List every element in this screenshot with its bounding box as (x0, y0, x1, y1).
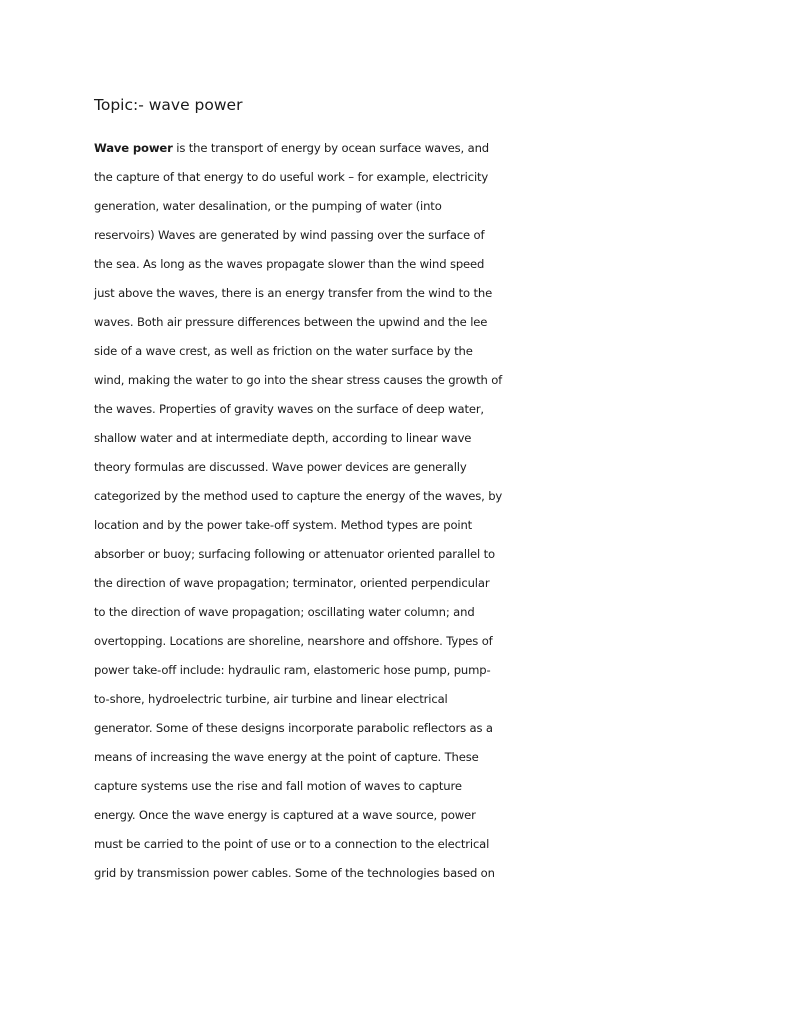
paragraph-line: grid by transmission power cables. Some of the technologies based on (94, 866, 495, 880)
paragraph-line: to-shore, hydroelectric turbine, air turbine and linear electrical (94, 692, 448, 706)
paragraph-line: location and by the power take-off system. Method types are point (94, 518, 473, 532)
topic-heading: Topic:- wave power (94, 96, 243, 114)
paragraph-line: power take-off include: hydraulic ram, elastomeric hose pump, pump- (94, 663, 491, 677)
paragraph-line: reservoirs) Waves are generated by wind passing over the surface of (94, 228, 485, 242)
paragraph-line: the sea. As long as the waves propagate slower than the wind speed (94, 257, 485, 271)
paragraph-line: categorized by the method used to capture the energy of the waves, by (94, 489, 503, 503)
paragraph-line: generator. Some of these designs incorporate parabolic reflectors as a (94, 721, 493, 735)
paragraph-line: absorber or buoy; surfacing following or attenuator oriented parallel to (94, 547, 495, 561)
paragraph-line: must be carried to the point of use or to a connection to the electrical (94, 837, 490, 851)
paragraph-line: means of increasing the wave energy at the point of capture. These (94, 750, 479, 764)
paragraph-line: side of a wave crest, as well as friction on the water surface by the (94, 344, 473, 358)
paragraph-line (94, 136, 734, 165)
paragraph-line-text: is the transport of energy by ocean surface waves, and (172, 141, 489, 155)
paragraph-line: the capture of that energy to do useful work – for example, electricity (94, 170, 489, 184)
paragraph-line: wind, making the water to go into the shear stress causes the growth of (94, 373, 503, 387)
paragraph-line: shallow water and at intermediate depth, according to linear wave (94, 431, 472, 445)
paragraph-line: theory formulas are discussed. Wave power devices are generally (94, 460, 467, 474)
paragraph-line: the waves. Properties of gravity waves on the surface of deep water, (94, 402, 484, 416)
paragraph-line: generation, water desalination, or the pumping of water (into (94, 199, 442, 213)
paragraph-line: waves. Both air pressure differences between the upwind and the lee (94, 315, 488, 329)
paragraph-line: energy. Once the wave energy is captured at a wave source, power (94, 808, 476, 822)
paragraph-line: overtopping. Locations are shoreline, nearshore and offshore. Types of (94, 634, 493, 648)
body-paragraph (94, 136, 734, 890)
lead-term: Wave power (94, 141, 173, 155)
paragraph-line: to the direction of wave propagation; oscillating water column; and (94, 605, 475, 619)
paragraph-line: the direction of wave propagation; terminator, oriented perpendicular (94, 576, 490, 590)
paragraph-line: capture systems use the rise and fall motion of waves to capture (94, 779, 462, 793)
paragraph-line: just above the waves, there is an energy transfer from the wind to the (94, 286, 493, 300)
